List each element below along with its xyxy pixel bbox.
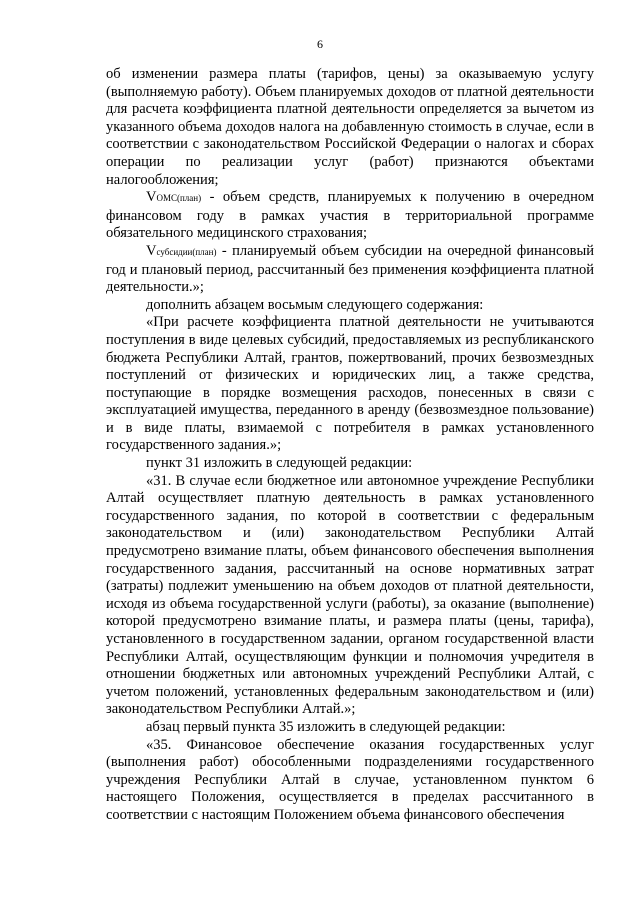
formula-symbol: V xyxy=(146,189,157,206)
paragraph-text: - объем средств, планируемых к получению в очередном финансовом году в рамках участия в территориальной программе обязательного медицинского страхования; xyxy=(106,189,595,242)
formula-subscript: субсидии(план) xyxy=(156,246,217,257)
document-body xyxy=(106,66,594,825)
paragraph: дополнить абзацем восьмым следующего содержания: xyxy=(146,296,484,313)
paragraph-text: - планируемый объем субсидии на очередной финансовый год и плановый период, рассчитанный без применения коэффициента платной деятельности.»; xyxy=(106,242,595,296)
page-number: 6 xyxy=(317,37,323,51)
formula-subscript: ОМС(план) xyxy=(156,193,202,204)
paragraph: об изменении размера платы (тарифов, цены) за оказываемую услугу (выполняемую работу). Объем планируемых доходов от платной деятельности для расчета коэффициента платной деятельности определяется за вычетом из указанного объема доходов налога на добавленную стоимость в случае, если в соответствии с законодательством Российской Федерации о налогах и сборах операции по реализации услуг (работ) признаются объектами налогообложения; xyxy=(106,66,594,188)
formula-symbol: V xyxy=(146,242,157,259)
paragraph: пункт 31 изложить в следующей редакции: xyxy=(146,455,413,472)
paragraph: «При расчете коэффициента платной деятельности не учитываются поступления в виде целевых субсидий, предоставляемых из республиканского бюджета Республики Алтай, грантов, пожертвований, прочих безвозмездных поступлений от физических и юридических лиц, а также средства, поступающие в порядке возмещения расходов, понесенных в связи с эксплуатацией имущества, переданного в аренду (безвозмездное пользование) и в виде платы, взимаемой с потребителя в рамках установленного государственного задания.»; xyxy=(106,314,594,454)
paragraph xyxy=(106,243,594,297)
paragraph xyxy=(106,189,594,243)
paragraph: «31. В случае если бюджетное или автономное учреждение Республики Алтай осуществляет платную деятельность в рамках установленного государственного задания, по которой в соответствии с федеральным законодательством и (или) законодательством Республики Алтай предусмотрено взимание платы, объем финансового обеспечения выполнения государственного задания, рассчитанный на основе нормативных затрат (затраты) подлежит уменьшению на объем доходов от платной деятельности, исходя из объема государственной услуги (работы), за оказание (выполнение) которой предусмотрено взимание платы, и размера платы (цены, тарифа), установленного в государственном задании, органом государственной власти Республики Алтай, осуществляющим функции и полномочия учредителя в отношении бюджетных или автономных учреждений Республики Алтай, с учетом положений, установленных федеральным законодательством и (или) законодательством Республики Алтай.»; xyxy=(106,472,594,718)
paragraph: «35. Финансовое обеспечение оказания государственных услуг (выполнения работ) обособленными подразделениями государственного учреждения Республики Алтай в случае, установленном пунктом 6 настоящего Положения, осуществляется в пределах рассчитанного в соответствии с настоящим Положением объема финансового обеспечения xyxy=(106,736,594,823)
paragraph: абзац первый пункта 35 изложить в следующей редакции: xyxy=(146,718,506,735)
